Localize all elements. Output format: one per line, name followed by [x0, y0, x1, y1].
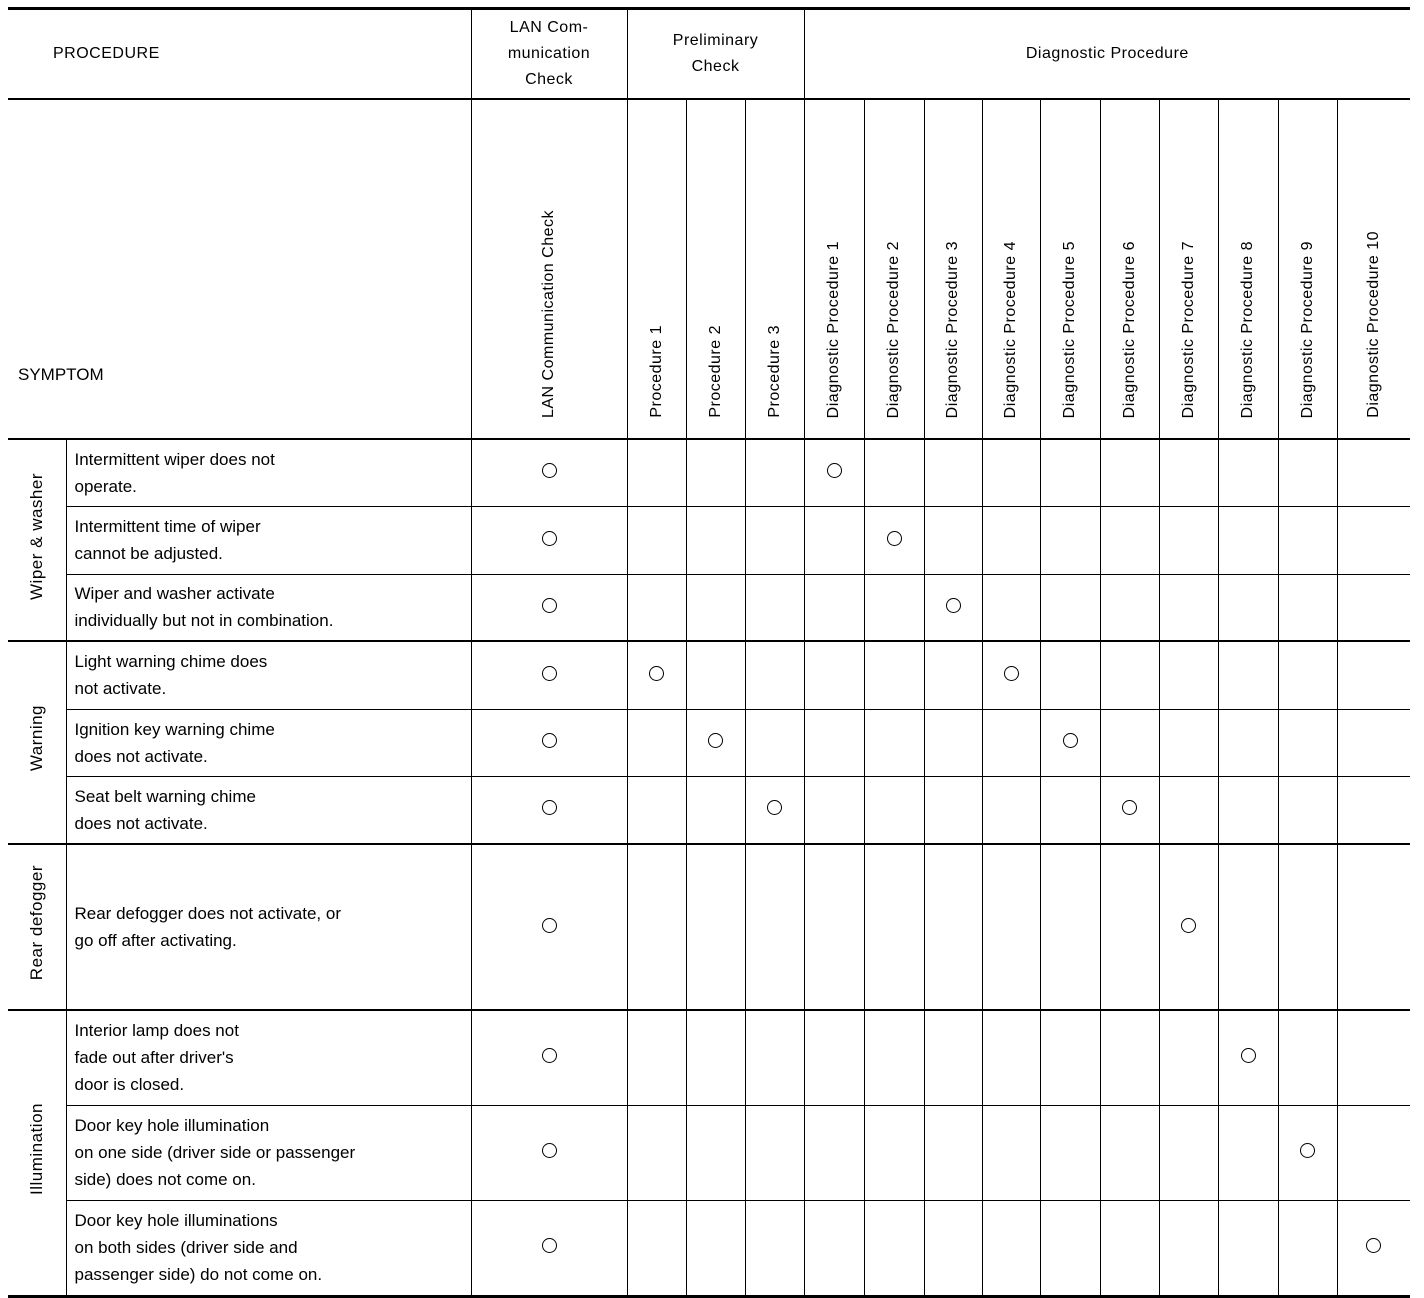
- symptom-cell: Interior lamp does not fade out after driver's door is closed.: [66, 1010, 471, 1105]
- mark-cell: [686, 844, 745, 1010]
- mark-cell: [1159, 1105, 1218, 1200]
- column-header: [745, 99, 804, 439]
- mark-cell: [924, 506, 982, 574]
- mark-cell: [1278, 1105, 1337, 1200]
- table-row: [8, 574, 1410, 641]
- column-header-label: Procedure 1: [647, 325, 665, 418]
- mark-cell: [1040, 641, 1100, 709]
- mark-cell: [1100, 439, 1159, 506]
- mark-cell: [1159, 506, 1218, 574]
- mark-cell: [1278, 641, 1337, 709]
- circle-mark-icon: [542, 1238, 557, 1253]
- circle-mark-icon: [767, 800, 782, 815]
- mark-cell: [804, 574, 864, 641]
- table-row: [8, 776, 1410, 844]
- mark-cell: [471, 709, 627, 776]
- mark-cell: [1218, 1010, 1278, 1105]
- mark-cell: [1100, 1105, 1159, 1200]
- mark-cell: [1159, 641, 1218, 709]
- mark-cell: [864, 506, 924, 574]
- mark-cell: [864, 844, 924, 1010]
- group-cell: [8, 439, 66, 641]
- circle-mark-icon: [1004, 666, 1019, 681]
- mark-cell: [864, 439, 924, 506]
- mark-cell: [1218, 1200, 1278, 1296]
- table-row: [8, 439, 1410, 506]
- mark-cell: [471, 776, 627, 844]
- mark-cell: [804, 1010, 864, 1105]
- mark-cell: [471, 1105, 627, 1200]
- mark-cell: [804, 1105, 864, 1200]
- mark-cell: [982, 1105, 1040, 1200]
- preliminary-check-group-header: Preliminary Check: [627, 9, 804, 100]
- circle-mark-icon: [542, 531, 557, 546]
- mark-cell: [745, 776, 804, 844]
- mark-cell: [686, 709, 745, 776]
- circle-mark-icon: [542, 463, 557, 478]
- mark-cell: [1337, 776, 1410, 844]
- mark-cell: [1159, 1200, 1218, 1296]
- mark-cell: [1159, 844, 1218, 1010]
- mark-cell: [982, 1010, 1040, 1105]
- circle-mark-icon: [542, 666, 557, 681]
- mark-cell: [627, 776, 686, 844]
- procedure-header: PROCEDURE: [8, 9, 471, 100]
- mark-cell: [1218, 709, 1278, 776]
- mark-cell: [1218, 1105, 1278, 1200]
- table-row: [8, 641, 1410, 709]
- diagnostic-procedure-group-header: Diagnostic Procedure: [804, 9, 1410, 100]
- mark-cell: [1040, 709, 1100, 776]
- mark-cell: [627, 844, 686, 1010]
- mark-cell: [745, 1010, 804, 1105]
- mark-cell: [1278, 776, 1337, 844]
- mark-cell: [1337, 844, 1410, 1010]
- circle-mark-icon: [708, 733, 723, 748]
- mark-cell: [1100, 1010, 1159, 1105]
- column-header: [1218, 99, 1278, 439]
- mark-cell: [982, 574, 1040, 641]
- mark-cell: [982, 506, 1040, 574]
- mark-cell: [471, 844, 627, 1010]
- column-header-label: Procedure 3: [765, 325, 783, 418]
- mark-cell: [1100, 709, 1159, 776]
- mark-cell: [627, 1010, 686, 1105]
- mark-cell: [1040, 1200, 1100, 1296]
- mark-cell: [864, 776, 924, 844]
- table-row: [8, 709, 1410, 776]
- circle-mark-icon: [1181, 918, 1196, 933]
- column-header-label: Diagnostic Procedure 2: [885, 240, 903, 418]
- mark-cell: [471, 641, 627, 709]
- circle-mark-icon: [946, 598, 961, 613]
- symptom-cell: Door key hole illuminations on both sides (driver side and passenger side) do not come on.: [66, 1200, 471, 1296]
- mark-cell: [1040, 1105, 1100, 1200]
- table-row: [8, 1200, 1410, 1296]
- mark-cell: [627, 574, 686, 641]
- column-header-label: Diagnostic Procedure 4: [1002, 240, 1020, 418]
- mark-cell: [745, 574, 804, 641]
- circle-mark-icon: [1122, 800, 1137, 815]
- mark-cell: [1337, 709, 1410, 776]
- symptom-cell: Intermittent wiper does not operate.: [66, 439, 471, 506]
- mark-cell: [1159, 1010, 1218, 1105]
- column-header-label: Diagnostic Procedure 10: [1364, 231, 1382, 418]
- mark-cell: [982, 776, 1040, 844]
- symptom-cell: Intermittent time of wiper cannot be adjusted.: [66, 506, 471, 574]
- mark-cell: [686, 439, 745, 506]
- column-header: [864, 99, 924, 439]
- mark-cell: [982, 709, 1040, 776]
- mark-cell: [745, 844, 804, 1010]
- column-header-label: Diagnostic Procedure 5: [1061, 240, 1079, 418]
- mark-cell: [982, 1200, 1040, 1296]
- mark-cell: [924, 1200, 982, 1296]
- mark-cell: [1337, 1200, 1410, 1296]
- mark-cell: [804, 1200, 864, 1296]
- table-row: [8, 1010, 1410, 1105]
- group-label: Illumination: [26, 1102, 46, 1195]
- column-header: [1040, 99, 1100, 439]
- circle-mark-icon: [1366, 1238, 1381, 1253]
- mark-cell: [1159, 439, 1218, 506]
- mark-cell: [924, 439, 982, 506]
- group-cell: [8, 641, 66, 844]
- mark-cell: [864, 1010, 924, 1105]
- mark-cell: [1278, 439, 1337, 506]
- mark-cell: [686, 776, 745, 844]
- mark-cell: [1159, 709, 1218, 776]
- column-header-label: Diagnostic Procedure 1: [825, 240, 843, 418]
- mark-cell: [924, 709, 982, 776]
- mark-cell: [864, 641, 924, 709]
- column-header: [1337, 99, 1410, 439]
- circle-mark-icon: [1241, 1048, 1256, 1063]
- mark-cell: [745, 506, 804, 574]
- mark-cell: [627, 506, 686, 574]
- lan-check-group-header: LAN Com- munication Check: [471, 9, 627, 100]
- symptom-cell: Light warning chime does not activate.: [66, 641, 471, 709]
- mark-cell: [804, 641, 864, 709]
- mark-cell: [924, 641, 982, 709]
- mark-cell: [686, 1010, 745, 1105]
- mark-cell: [1337, 574, 1410, 641]
- header-row-groups: [8, 9, 1410, 100]
- mark-cell: [1100, 776, 1159, 844]
- circle-mark-icon: [649, 666, 664, 681]
- circle-mark-icon: [542, 598, 557, 613]
- column-header-label: Diagnostic Procedure 7: [1179, 240, 1197, 418]
- mark-cell: [924, 776, 982, 844]
- group-label: Rear defogger: [26, 865, 46, 981]
- mark-cell: [804, 844, 864, 1010]
- mark-cell: [924, 844, 982, 1010]
- circle-mark-icon: [542, 800, 557, 815]
- mark-cell: [627, 439, 686, 506]
- group-label: Wiper & washer: [26, 472, 46, 600]
- mark-cell: [804, 506, 864, 574]
- circle-mark-icon: [827, 463, 842, 478]
- column-header-label: Diagnostic Procedure 6: [1120, 240, 1138, 418]
- mark-cell: [804, 776, 864, 844]
- mark-cell: [982, 641, 1040, 709]
- mark-cell: [627, 1105, 686, 1200]
- mark-cell: [1337, 1105, 1410, 1200]
- mark-cell: [1278, 574, 1337, 641]
- mark-cell: [471, 506, 627, 574]
- mark-cell: [686, 574, 745, 641]
- mark-cell: [1278, 506, 1337, 574]
- circle-mark-icon: [542, 1143, 557, 1158]
- symptom-cell: Rear defogger does not activate, or go off after activating.: [66, 844, 471, 1010]
- mark-cell: [627, 1200, 686, 1296]
- column-header: [1278, 99, 1337, 439]
- table-row: [8, 1105, 1410, 1200]
- mark-cell: [1278, 1200, 1337, 1296]
- mark-cell: [1218, 506, 1278, 574]
- mark-cell: [1278, 709, 1337, 776]
- mark-cell: [864, 1200, 924, 1296]
- column-header-label: Procedure 2: [706, 325, 724, 418]
- mark-cell: [1159, 574, 1218, 641]
- mark-cell: [864, 1105, 924, 1200]
- symptom-cell: Wiper and washer activate individually but not in combination.: [66, 574, 471, 641]
- mark-cell: [1040, 844, 1100, 1010]
- mark-cell: [1337, 439, 1410, 506]
- symptom-cell: Seat belt warning chime does not activate.: [66, 776, 471, 844]
- column-header: [982, 99, 1040, 439]
- header-row-columns: [8, 99, 1410, 439]
- mark-cell: [924, 1010, 982, 1105]
- column-header: [924, 99, 982, 439]
- mark-cell: [1218, 641, 1278, 709]
- column-header: [471, 99, 627, 439]
- mark-cell: [804, 709, 864, 776]
- circle-mark-icon: [542, 918, 557, 933]
- mark-cell: [1218, 844, 1278, 1010]
- mark-cell: [471, 1200, 627, 1296]
- mark-cell: [1337, 641, 1410, 709]
- mark-cell: [1278, 844, 1337, 1010]
- mark-cell: [1040, 439, 1100, 506]
- symptom-header: SYMPTOM: [8, 99, 471, 439]
- group-label: Warning: [26, 705, 46, 772]
- mark-cell: [864, 709, 924, 776]
- mark-cell: [1100, 844, 1159, 1010]
- mark-cell: [1218, 574, 1278, 641]
- mark-cell: [982, 844, 1040, 1010]
- circle-mark-icon: [887, 531, 902, 546]
- mark-cell: [627, 709, 686, 776]
- table-row: [8, 844, 1410, 1010]
- mark-cell: [686, 641, 745, 709]
- column-header: [686, 99, 745, 439]
- mark-cell: [804, 439, 864, 506]
- symptom-cell: Door key hole illumination on one side (driver side or passenger side) does not come on.: [66, 1105, 471, 1200]
- mark-cell: [471, 1010, 627, 1105]
- mark-cell: [1100, 641, 1159, 709]
- circle-mark-icon: [542, 733, 557, 748]
- mark-cell: [745, 709, 804, 776]
- mark-cell: [745, 1200, 804, 1296]
- mark-cell: [1040, 506, 1100, 574]
- column-header: [1159, 99, 1218, 439]
- mark-cell: [686, 1200, 745, 1296]
- mark-cell: [1218, 776, 1278, 844]
- column-header-label: Diagnostic Procedure 3: [944, 240, 962, 418]
- symptom-procedure-table: [8, 7, 1410, 1298]
- table-body: [8, 439, 1410, 1296]
- circle-mark-icon: [542, 1048, 557, 1063]
- mark-cell: [1040, 1010, 1100, 1105]
- mark-cell: [745, 1105, 804, 1200]
- column-header: [627, 99, 686, 439]
- circle-mark-icon: [1063, 733, 1078, 748]
- mark-cell: [1159, 776, 1218, 844]
- table-row: [8, 506, 1410, 574]
- mark-cell: [1218, 439, 1278, 506]
- group-cell: [8, 844, 66, 1010]
- column-header-label: Diagnostic Procedure 8: [1239, 240, 1257, 418]
- mark-cell: [1040, 776, 1100, 844]
- group-cell: [8, 1010, 66, 1296]
- mark-cell: [1100, 506, 1159, 574]
- mark-cell: [982, 439, 1040, 506]
- circle-mark-icon: [1300, 1143, 1315, 1158]
- mark-cell: [1278, 1010, 1337, 1105]
- mark-cell: [627, 641, 686, 709]
- mark-cell: [471, 439, 627, 506]
- mark-cell: [745, 641, 804, 709]
- mark-cell: [686, 506, 745, 574]
- mark-cell: [924, 574, 982, 641]
- mark-cell: [745, 439, 804, 506]
- mark-cell: [1337, 1010, 1410, 1105]
- mark-cell: [1100, 1200, 1159, 1296]
- mark-cell: [686, 1105, 745, 1200]
- column-header: [804, 99, 864, 439]
- mark-cell: [924, 1105, 982, 1200]
- mark-cell: [1040, 574, 1100, 641]
- mark-cell: [1100, 574, 1159, 641]
- symptom-cell: Ignition key warning chime does not activate.: [66, 709, 471, 776]
- mark-cell: [471, 574, 627, 641]
- column-header: [1100, 99, 1159, 439]
- column-header-label: Diagnostic Procedure 9: [1298, 240, 1316, 418]
- column-header-label: LAN Communication Check: [540, 209, 558, 418]
- mark-cell: [864, 574, 924, 641]
- mark-cell: [1337, 506, 1410, 574]
